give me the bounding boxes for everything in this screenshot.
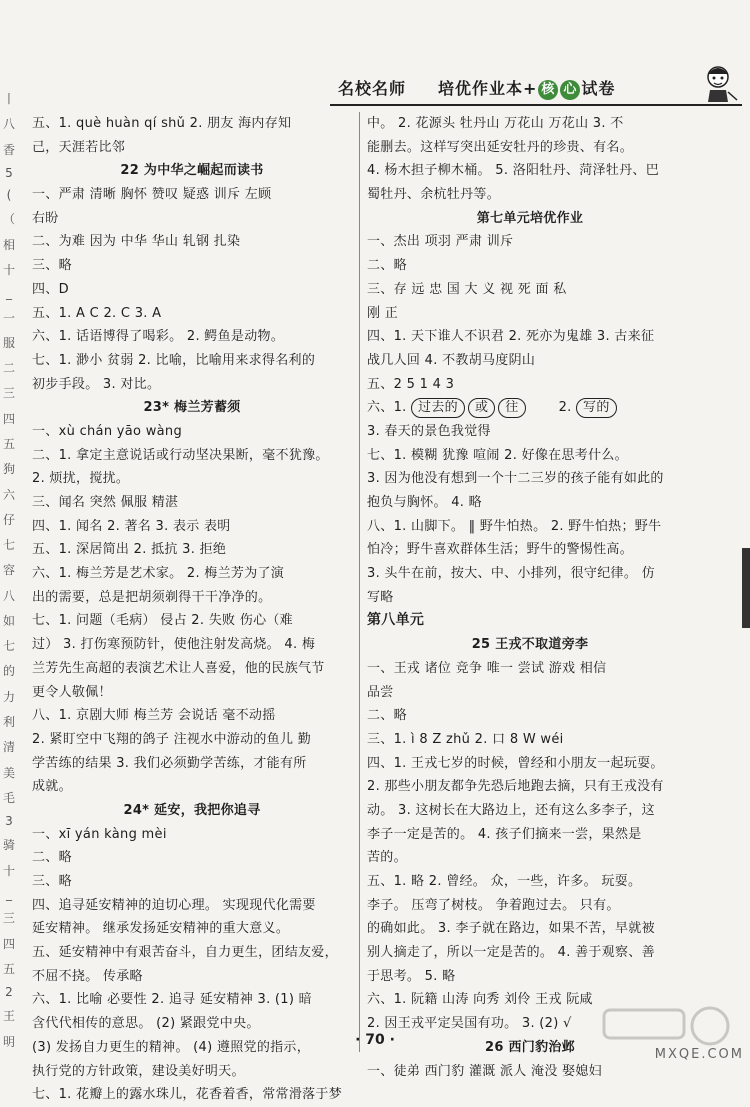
answer-line: 3. 春天的景色我觉得 (367, 423, 491, 439)
answer-line: 含代代相传的意思。 (2) 紧跟党中央。 (32, 1016, 260, 1032)
answer-line: 二、略 (367, 708, 407, 724)
answer-line-with-ovals (367, 396, 693, 420)
gutter-char: 利 (2, 715, 15, 730)
gutter-char: 四 (2, 411, 15, 426)
answer-line: 李子。 压弯了树枝。 争着跑过去。 只有。 (367, 897, 620, 913)
answer-line: 一、杰出 项羽 严肃 训斥 (367, 234, 514, 250)
answer-line: 五、1. què huàn qí shǔ 2. 朋友 海内存知 (32, 116, 292, 131)
answer-line: 四、1. 王戎七岁的时候，曾经和小朋友一起玩耍。 (367, 755, 664, 771)
answer-line: 的确如此。 3. 李子就在路边，如果不苦，早就被 (367, 921, 655, 937)
circled-word: 往 (498, 398, 525, 418)
answer-line: 2. 烦扰，搅扰。 (32, 471, 130, 487)
gutter-char: 2 (5, 985, 13, 1000)
gutter-char: 如 (2, 613, 15, 628)
series-circle-char-2: 心 (560, 80, 580, 100)
gutter-char: 四 (2, 936, 15, 951)
answer-line: 己，天涯若比邻 (32, 139, 126, 155)
answer-line: 五、1. 深居简出 2. 抵抗 3. 拒绝 (32, 542, 227, 558)
answer-line: 苦的。 (367, 850, 407, 866)
gutter-char: 七 (2, 639, 15, 654)
header-brand: 名校名师 (338, 79, 407, 98)
answer-line: 3. 因为他没有想到一个十二三岁的孩子能有如此的 (367, 471, 664, 487)
answer-line: 二、1. 拿定主意说话或行动坚决果断，毫不犹豫。 (32, 447, 329, 463)
answer-line: 八、1. 山脚下。 ‖ 野牛怕热。 2. 野牛怕热；野牛 (367, 518, 662, 534)
gutter-char: 的 (2, 664, 15, 679)
answer-line: 3. 头牛在前，按大、中、小排列，很守纪律。 仿 (367, 566, 655, 582)
answer-line: 别人摘走了，所以一定是苦的。 4. 善于观察、善 (367, 945, 655, 961)
gutter-char: _ (6, 286, 12, 301)
gutter-char: 十 (2, 863, 15, 878)
gutter-char: 二 (2, 361, 15, 376)
answer-line: 更令人敬佩！ (32, 684, 112, 700)
gutter-char: 明 (2, 1034, 15, 1049)
page-number: · 70 · (355, 1032, 395, 1048)
answer-line: 不屈不挠。 传承略 (32, 968, 143, 984)
circled-word: 或 (468, 398, 495, 418)
answer-line: 品尝 (367, 684, 394, 700)
gutter-char: 毛 (2, 790, 15, 805)
answer-line: 动。 3. 这树长在大路边上，还有这么多李子，这 (367, 802, 655, 818)
answer-line: 六、1. 梅兰芳是艺术家。 2. 梅兰芳为了演 (32, 566, 285, 582)
answer-line: 2. 那些小朋友都争先恐后地跑去摘，只有王戎没有 (367, 779, 664, 795)
section-heading: 25 王戎不取道旁李 (471, 637, 589, 653)
gutter-char: 骑 (2, 838, 15, 853)
header-series-title (438, 76, 615, 100)
circled-word: 写的 (576, 398, 617, 418)
answer-line: 七、1. 花瓣上的露水珠儿，花香着香，常常滑落于梦 (32, 1087, 343, 1103)
answer-line: 一、徒弟 西门豹 灌溉 派人 淹没 娶媳妇 (367, 1063, 602, 1079)
gutter-char: _ (6, 887, 12, 901)
answer-line: 六、1. 比喻 必要性 2. 追寻 延安精神 3. (1) 暗 (32, 992, 312, 1008)
oval-line-prefix: 六、1. (367, 400, 412, 416)
gutter-char: 相 (2, 237, 15, 252)
answer-line: 中。 2. 花源头 牡丹山 万花山 万花山 3. 不 (367, 116, 624, 131)
answer-line: 三、闻名 突然 佩服 精湛 (32, 495, 179, 510)
circled-word: 过去的 (411, 398, 465, 418)
watermark-text: MXQE.COM (654, 1047, 744, 1062)
answer-line: 执行党的方针政策，建设美好明天。 (32, 1063, 245, 1079)
header-rule (330, 104, 742, 106)
gutter-char: ( (6, 188, 12, 203)
gutter-char: （ (2, 212, 15, 227)
gutter-char: 3 (5, 814, 13, 829)
gutter-char: 仔 (2, 512, 15, 527)
answer-line: 一、xī yán kàng mèi (32, 826, 167, 842)
gutter-char: 一 (2, 310, 15, 325)
gutter-char: 十 (2, 262, 15, 277)
answer-line: 写略 (367, 589, 394, 605)
answer-line: 三、存 远 忠 国 大 义 视 死 面 私 (367, 281, 567, 297)
answer-line: 五、2 5 1 4 3 (367, 376, 455, 392)
section-heading: 22 为中华之崛起而读书 (120, 163, 264, 179)
answer-line: 右盼 (32, 210, 59, 226)
page-header (330, 62, 742, 106)
answer-line: 怕冷；野牛喜欢群体生活；野牛的警惕性高。 (367, 542, 634, 558)
mascot-teacher-icon (700, 62, 738, 102)
section-heading: 24* 延安，我把你追寻 (123, 802, 261, 818)
series-pre: 培优作业本+ (438, 79, 538, 98)
answer-line: 四、追寻延安精神的迫切心理。 实现现代化需要 (32, 897, 316, 913)
answer-line: 2. 紧盯空中飞翔的鸽子 注视水中游动的鱼儿 勤 (32, 731, 312, 747)
answer-line: 四、D (32, 281, 69, 297)
answer-line: 四、1. 闻名 2. 著名 3. 表示 表明 (32, 518, 231, 534)
gutter-char: 七 (2, 538, 15, 553)
gutter-char: 五 (2, 436, 15, 451)
answer-line: 2. 因王戎平定吴国有功。 3. (2) √ (367, 1016, 572, 1032)
side-thumb-tab (742, 548, 750, 628)
answer-line: 能删去。这样写突出延安牡丹的珍贵、有名。 (367, 139, 634, 155)
answer-line: (3) 发扬自力更生的精神。 (4) 遵照党的指示， (32, 1039, 311, 1055)
answer-line: 六、1. 话语博得了喝彩。 2. 鳄鱼是动物。 (32, 329, 285, 345)
gutter-char: 八 (2, 117, 15, 132)
column-divider (359, 112, 360, 1052)
left-gutter-fragments (0, 90, 18, 1050)
answer-line: 七、1. 模糊 犹豫 喧闹 2. 好像在思考什么。 (367, 447, 628, 463)
answer-line: 抱负与胸怀。 4. 略 (367, 495, 482, 510)
answer-line: 出的需要，总是把胡须剃得干干净净的。 (32, 589, 272, 605)
answer-line: 初步手段。 3. 对比。 (32, 376, 161, 392)
answer-line: 二、略 (367, 258, 407, 274)
gutter-char: 狗 (2, 462, 15, 477)
answer-line: 战几人回 4. 不教胡马度阴山 (367, 352, 536, 368)
answer-line: 三、略 (32, 874, 72, 889)
gutter-char: 美 (2, 765, 15, 780)
answer-line: 延安精神。 继承发扬延安精神的重大意义。 (32, 921, 290, 937)
gutter-char: 丨 (2, 92, 15, 106)
answer-line: 二、为难 因为 中华 华山 轧钢 扎染 (32, 234, 241, 250)
answer-line: 七、1. 问题（毛病） 侵占 2. 失败 伤心（难 (32, 613, 293, 629)
gutter-char: 王 (2, 1009, 15, 1024)
answer-line: 一、王戎 诸位 竞争 唯一 尝试 游戏 相信 (367, 660, 607, 676)
answer-line: 八、1. 京剧大师 梅兰芳 会说话 毫不动摇 (32, 708, 276, 724)
answer-line: 于思考。 5. 略 (367, 968, 456, 984)
series-circle-char-1: 核 (538, 80, 558, 100)
series-post: 试卷 (581, 79, 616, 98)
answer-line: 兰芳先生高超的表演艺术让人喜爱，他的民族气节 (32, 660, 325, 676)
answer-line: 过） 3. 打伤寒预防针，使他注射发高烧。 4. 梅 (32, 637, 316, 653)
answer-line: 蜀牡丹、余杭牡丹等。 (367, 187, 501, 203)
section-heading: 26 西门豹治邺 (484, 1039, 576, 1055)
answer-line: 学苦练的结果 3. 我们必须勤学苦练，才能有所 (32, 755, 307, 771)
oval-line-mid: 2. (558, 400, 577, 416)
answer-line: 七、1. 渺小 贫弱 2. 比喻，比喻用来求得名利的 (32, 352, 316, 368)
answer-line: 六、1. 阮籍 山涛 向秀 刘伶 王戎 阮咸 (367, 992, 593, 1008)
answer-line: 二、略 (32, 850, 72, 866)
gutter-char: 力 (2, 689, 15, 704)
answer-line: 一、严肃 清晰 胸怀 赞叹 疑惑 训斥 左顾 (32, 187, 272, 203)
answer-line: 四、1. 天下谁人不识君 2. 死亦为鬼雄 3. 古来征 (367, 329, 655, 345)
gutter-char: 六 (2, 487, 15, 502)
answer-line: 刚 正 (367, 305, 399, 321)
right-column (367, 112, 693, 1083)
gutter-char: 5 (5, 165, 13, 180)
gutter-char: 服 (2, 335, 15, 350)
gutter-char: 容 (2, 563, 15, 578)
gutter-char: 三 (2, 911, 15, 926)
answer-line: 三、略 (32, 258, 72, 274)
answer-line: 五、延安精神中有艰苦奋斗，自力更生，团结友爱， (32, 945, 338, 961)
answer-line: 五、1. A C 2. C 3. A (32, 305, 162, 321)
section-heading: 23* 梅兰芳蓄须 (143, 400, 241, 416)
answer-line: 一、xù chán yāo wàng (32, 423, 183, 439)
answer-line: 李子一定是苦的。 4. 孩子们摘来一尝，果然是 (367, 826, 642, 842)
left-column (32, 112, 352, 1107)
gutter-char: 清 (2, 740, 15, 755)
answer-line: 4. 杨木担子柳木桶。 5. 洛阳牡丹、菏泽牡丹、巴 (367, 163, 660, 179)
answer-line: 五、1. 略 2. 曾经。 众，一些，许多。 玩耍。 (367, 874, 642, 889)
answer-line: 成就。 (32, 779, 72, 795)
gutter-char: 香 (2, 142, 15, 157)
unit-heading: 第八单元 (367, 612, 425, 629)
answer-line: 三、1. ì 8 Z zhǔ 2. 口 8 W wéi (367, 731, 564, 747)
gutter-char: 三 (2, 386, 15, 401)
section-heading: 第七单元培优作业 (476, 210, 584, 226)
gutter-char: 五 (2, 961, 15, 976)
gutter-char: 八 (2, 588, 15, 603)
